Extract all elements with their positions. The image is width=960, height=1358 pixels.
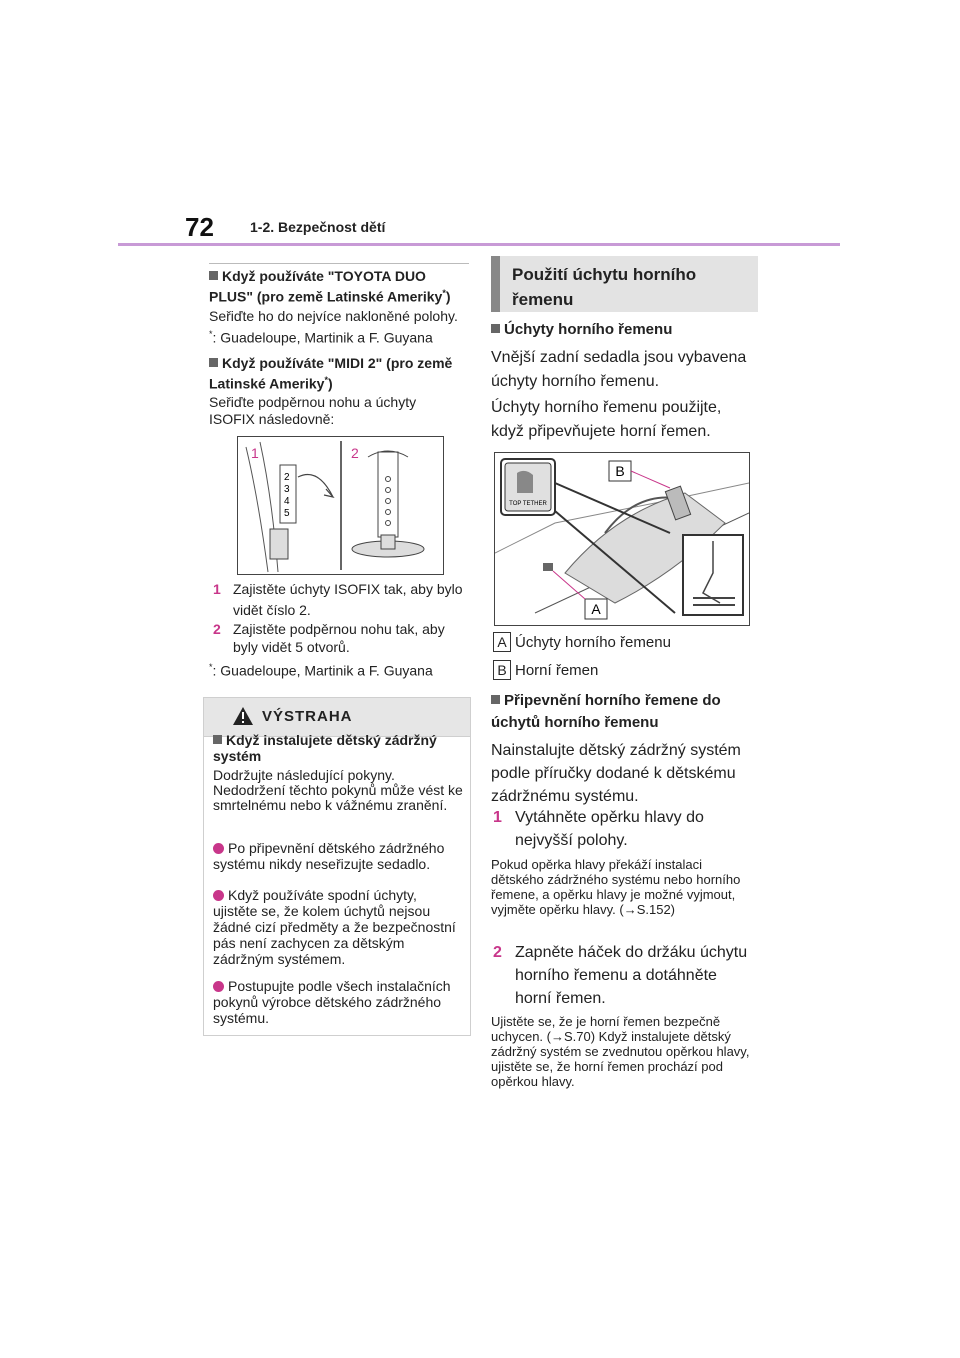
square-bullet-icon [209,358,218,367]
right-section-title: Použití úchytu horního řemenu [512,265,697,309]
right-step-1-note: Pokud opěrka hlavy překáží instalaci dětského zádržného systému nebo horního řemene, a opěrku hlavy je možné vyjmout, vyjměte opěrku hlavy. (→S.152) [491,857,741,917]
step-text: Zajistěte podpěrnou nohu tak, aby byly vidět 5 otvorů. [233,621,445,655]
right-heading-1 [491,320,751,340]
warning-bullet-1 [213,840,463,872]
footnote-1-text: : Guadeloupe, Martinik a F. Guyana [212,329,433,346]
round-bullet-icon [213,890,224,901]
right-heading-2-text: Připevnění horního řemene do úchytů horního řemenu [491,692,721,731]
top-tether-illustration [495,453,749,625]
warning-box [203,697,471,1036]
warning-title: VÝSTRAHA [262,708,353,725]
left-paragraph-1: Seřiďte ho do nejvíce nakloněné polohy. [209,308,458,324]
left-heading-2-close: ) [327,375,333,392]
footnote-1 [209,326,471,347]
isofix-figure [237,436,444,575]
warning-bullet-text: Po připevnění dětského zádržného systému nikdy neseřizujte sedadlo. [213,840,445,872]
warning-icon [232,706,254,726]
step-number: 2 [493,944,502,961]
page-number: 72 [185,212,214,242]
step-number: 2 [213,621,221,637]
seat-number-3: 3 [284,484,290,495]
left-heading-2 [209,355,471,393]
legend-b [493,660,598,681]
step-text: Zajistěte úchyty ISOFIX tak, aby bylo vidět číslo 2. [233,581,463,618]
figure-label-2: 2 [351,445,359,461]
left-heading-1 [209,268,469,306]
right-paragraph-1: Vnější zadní sedadla jsou vybavena úchyty horního řemenu. [491,349,747,390]
right-step-2 [493,941,755,1007]
legend-key: B [493,660,511,680]
step-number: 1 [493,809,502,826]
step-text: Zapněte háček do držáku úchytu horního řemenu a dotáhněte horní řemen. [515,944,748,1007]
figure-key-a: A [591,601,601,617]
footnote-2-text: : Guadeloupe, Martinik a F. Guyana [212,662,433,679]
footnote-mark: * [324,375,328,385]
legend-key: A [493,632,511,652]
figure-key-b: B [615,463,625,479]
left-heading-1-text: Když používáte "TOYOTA DUO PLUS" (pro země Latinské Ameriky [209,268,443,305]
right-paragraph-2: Úchyty horního řemenu použijte, když připevňujete horní řemen. [491,399,722,440]
header-rule [118,243,840,246]
right-heading-2 [491,690,753,734]
left-step-1 [213,579,468,618]
warning-heading-text: Když instalujete dětský zádržný systém [213,732,437,764]
warning-bullet-3 [213,978,463,1026]
seat-number-5: 5 [284,508,290,519]
divider [209,263,469,264]
top-tether-label: TOP TETHER [509,501,547,507]
isofix-illustration [238,437,443,574]
left-heading-1-close: ) [445,288,451,305]
seat-number-2: 2 [284,472,290,483]
left-heading-2-text: Když používáte "MIDI 2" (pro země Latinské Ameriky [209,355,453,392]
warning-bullet-2 [213,887,463,967]
warning-bullet-text: Když používáte spodní úchyty, ujistěte se, že kolem úchytů nejsou žádné cizí předměty a že bezpečnostní pás není zachycen za dětským zádržným systémem. [213,887,456,967]
warning-heading [213,732,461,764]
left-paragraph-2: Seřiďte podpěrnou nohu a úchyty ISOFIX následovně: [209,394,417,427]
warning-bullet-text: Postupujte podle všech instalačních pokynů výrobce dětského zádržného systému. [213,978,451,1026]
square-bullet-icon [209,271,218,280]
footnote-2 [209,659,471,680]
square-bullet-icon [213,735,222,744]
warning-intro: Dodržujte následující pokyny. Nedodržení těchto pokynů může vést ke smrtelnému nebo k vážnému zranění. [213,767,463,813]
right-step-2-note: Ujistěte se, že je horní řemen bezpečně uchycen. (→S.70) Když instalujete dětský zádržný systém se zvednutou opěrkou hlavy, ujistěte se, že horní řemen prochází pod opěrkou hlavy. [491,1014,750,1089]
legend-text: Horní řemen [515,662,599,679]
round-bullet-icon [213,843,224,854]
legend-a [493,632,671,653]
top-tether-figure [494,452,750,626]
step-number: 1 [213,581,221,597]
left-step-2 [213,620,468,655]
footnote-mark: * [442,288,446,298]
step-text: Vytáhněte opěrku hlavy do nejvyšší polohy. [515,809,704,849]
right-step-1 [493,806,755,849]
footnote-mark: * [209,329,213,339]
legend-text: Úchyty horního řemenu [515,634,671,651]
round-bullet-icon [213,981,224,992]
square-bullet-icon [491,695,500,704]
seat-number-4: 4 [284,496,290,507]
section-title: 1-2. Bezpečnost dětí [250,219,386,235]
figure-label-1: 1 [251,445,259,461]
footnote-mark: * [209,662,213,672]
right-heading-1-text: Úchyty horního řemenu [504,321,673,338]
square-bullet-icon [491,324,500,333]
right-section-header [491,256,758,312]
right-paragraph-3: Nainstalujte dětský zádržný systém podle příručky dodané k dětskému zádržnému systému. [491,742,741,805]
